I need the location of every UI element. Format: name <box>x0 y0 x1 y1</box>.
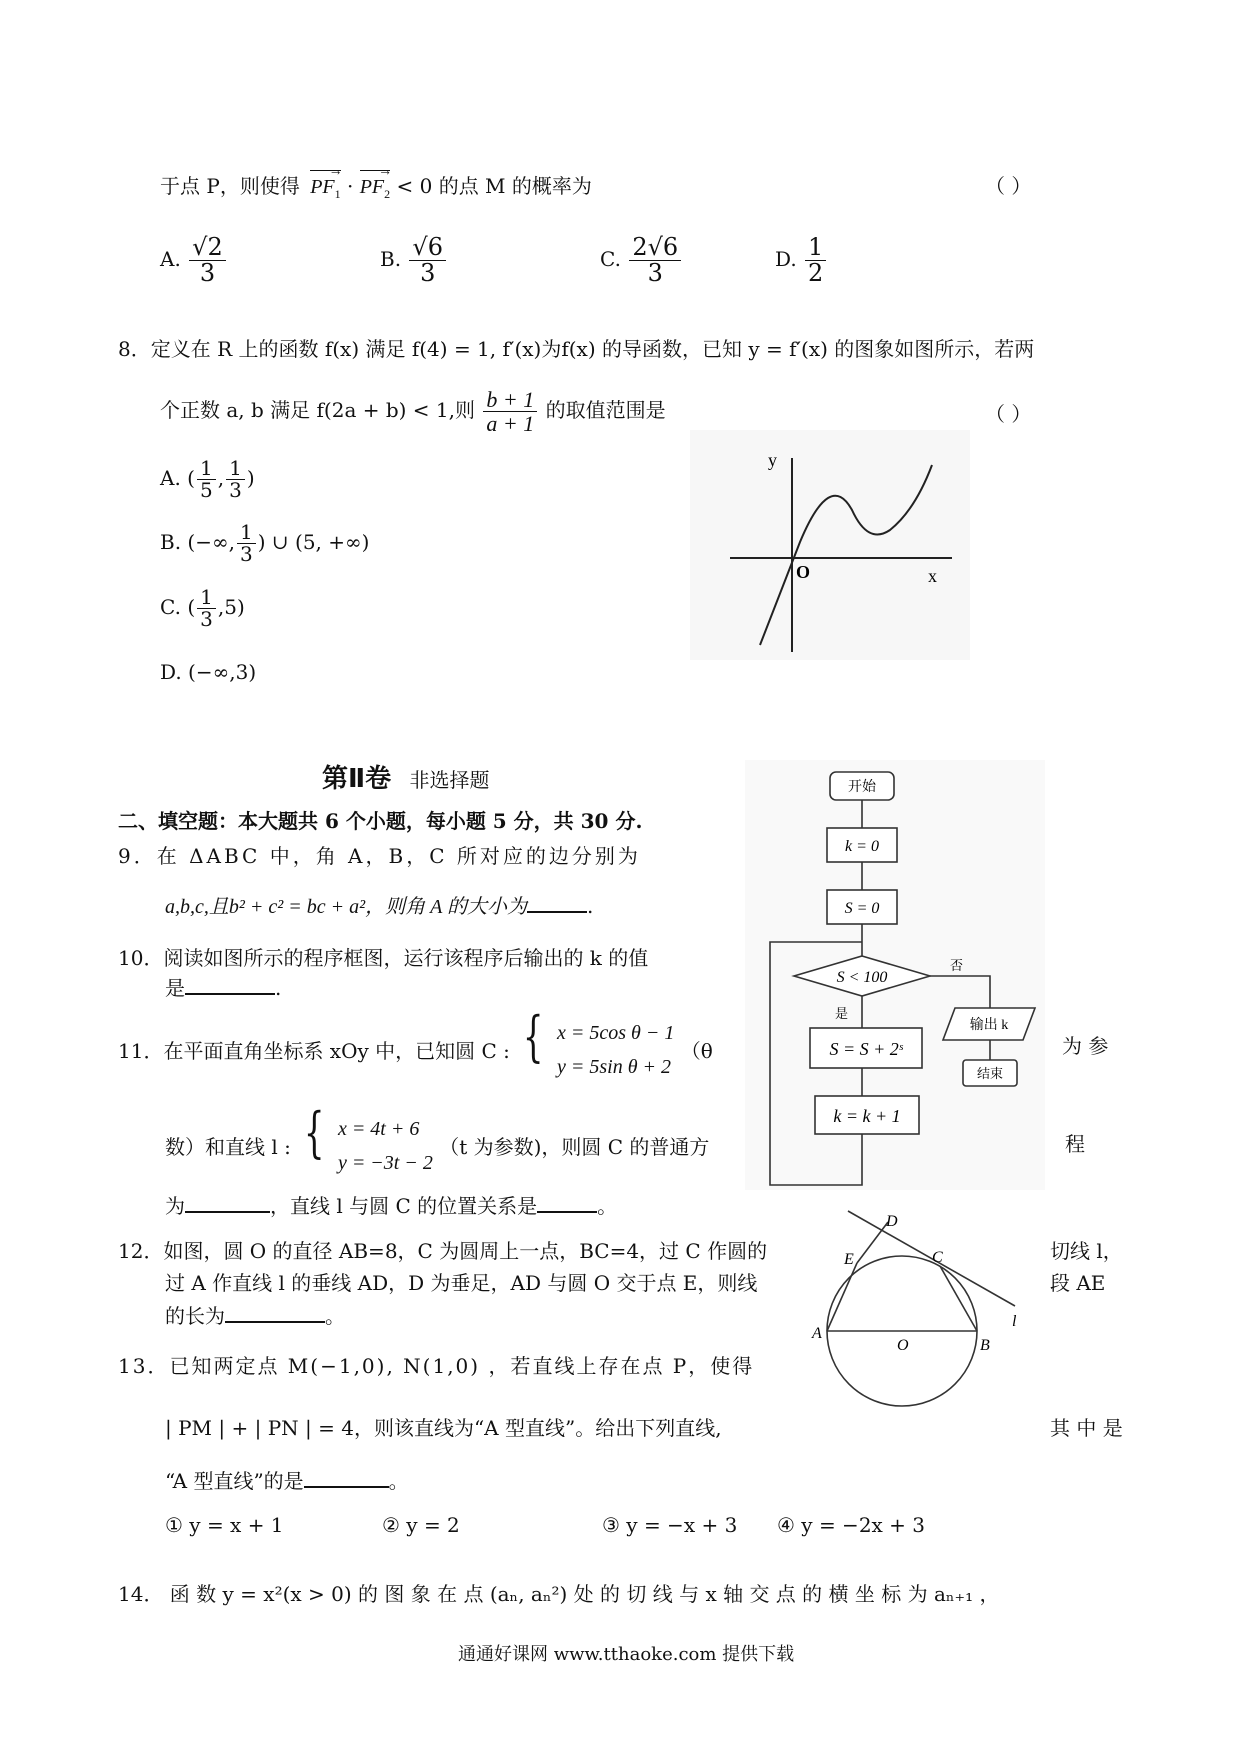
flow-end-label: 结束 <box>976 1066 1004 1081</box>
q12-blank <box>225 1303 325 1323</box>
q13-blank <box>304 1468 389 1488</box>
flow-yes-label: 是 <box>835 1006 849 1021</box>
q8-option-b: B. (−∞, $\frac{1}{3}$ ) ∪ (5, +∞) <box>160 520 370 566</box>
label-o: O <box>897 1337 909 1354</box>
q9-line1: 9．在 ΔABC 中，角 A，B，C 所对应的边分别为 <box>118 844 641 868</box>
flow-k0-label: k = 0 <box>845 838 879 855</box>
q9-blank <box>527 893 587 913</box>
derivative-graph <box>690 430 970 660</box>
q12-line1: 12．如图，圆 O 的直径 AB=8，C 为圆周上一点，BC=4，过 C 作圆的 <box>118 1239 768 1263</box>
label-l: l <box>1012 1313 1017 1330</box>
label-b: B <box>980 1337 990 1354</box>
label-d: D <box>886 1213 898 1230</box>
q7-option-d: D. $\frac{1}{2}$ <box>775 235 828 286</box>
chord-bc <box>940 1266 977 1331</box>
q8-option-a: A. ( $\frac{1}{5}$ , $\frac{1}{3}$ ) <box>160 456 255 502</box>
q13-line1: 13．已知两定点 M(−1,0), N(1,0) ，若直线上存在点 P，使得 <box>118 1354 755 1378</box>
q8-paren: （ ） <box>985 402 1032 426</box>
q8-line1: 8．定义在 R 上的函数 f(x) 满足 f(4) = 1, f′(x)为f(x) 的导函数，已知 y = f′(x) 的图象如图所示，若两 <box>118 337 1035 361</box>
flow-output-label: 输出 k <box>969 1018 1009 1033</box>
flow-update-k-label: k = k + 1 <box>833 1106 901 1126</box>
q12-line3: 的长为 。 <box>165 1304 345 1328</box>
flow-decision-label: S < 100 <box>836 969 888 986</box>
q11-line3: 为 ，直线 l 与圆 C 的位置关系是 。 <box>165 1194 618 1218</box>
q13-option-4: ④ y = −2x + 3 <box>777 1513 926 1537</box>
q13-option-3: ③ y = −x + 3 <box>602 1513 738 1537</box>
part2-title: 第Ⅱ卷 <box>322 764 392 794</box>
q7-paren: （ ） <box>985 174 1032 198</box>
q8-line2: 个正数 a, b 满足 f(2a + b) < 1,则 $\frac{b + 1}{a + 1}$ 的取值范围是 <box>160 387 666 437</box>
section-title: 二、填空题：本大题共 6 个小题，每小题 5 分，共 30 分. <box>118 809 643 833</box>
q11-line1-end: 为 参 <box>1062 1034 1109 1058</box>
part2-subtitle: 非选择题 <box>409 768 490 792</box>
q13-option-2: ② y = 2 <box>382 1513 460 1537</box>
q14-line: 14． 函 数 y = x²(x > 0) 的 图 象 在 点 (aₙ, aₙ²) 处 的 切 线 与 x 轴 交 点 的 横 坐 标 为 aₙ₊₁ ， <box>118 1582 1000 1606</box>
q7-text: 于点 P，则使得 <box>160 174 300 198</box>
flowchart <box>745 760 1045 1190</box>
graph-x-label: x <box>928 566 937 586</box>
q7-condition: < 0 <box>396 174 433 198</box>
footer-text: 通通好课网 www.tthaoke.com 提供下载 <box>458 1644 795 1665</box>
flow-no-label: 否 <box>950 958 964 973</box>
graph-bg <box>690 430 970 660</box>
q10-line2: 是 . <box>165 976 282 1000</box>
label-a: A <box>812 1325 822 1342</box>
label-c: C <box>932 1249 943 1266</box>
flow-update-s-label: S = S + 2ˢ <box>829 1039 903 1059</box>
q11-blank-1 <box>185 1193 270 1213</box>
q13-line2-end: 其 中 是 <box>1050 1416 1123 1440</box>
q7-dot: · <box>346 174 354 198</box>
q8-option-d: D. (−∞,3) <box>160 660 257 684</box>
q13-line3: “A 型直线”的是 。 <box>165 1469 409 1493</box>
part2-heading <box>322 758 490 795</box>
q12-line1-end: 切线 l， <box>1050 1239 1123 1263</box>
circle-figure <box>810 1208 1030 1433</box>
chord-ae <box>827 1263 857 1331</box>
q9-line2: a,b,c,且b² + c² = bc + a²，则角 A 的大小为 . <box>165 894 594 918</box>
label-e: E <box>844 1251 854 1268</box>
q8-option-c: C. ( $\frac{1}{3}$ ,5) <box>160 585 245 631</box>
q10-blank <box>185 975 275 995</box>
q7-vector-pf2: → $PF_2$ <box>359 164 393 201</box>
q11-blank-2 <box>537 1193 597 1213</box>
q7-option-a: A. $\frac{√2}{3}$ <box>160 235 228 286</box>
q13-line2: | PM | + | PN | = 4，则该直线为“A 型直线”。给出下列直线, <box>165 1416 722 1440</box>
q7-vector-pf1: → $PF_1$ <box>310 164 343 201</box>
q13-option-1: ① y = x + 1 <box>165 1513 284 1537</box>
q11-line1: 11．在平面直角坐标系 xOy 中，已知圆 C : { x = 5cos θ − 1 y = 5sin θ + 2 （θ <box>118 1005 713 1078</box>
q12-line2-end: 段 AE <box>1050 1271 1106 1295</box>
flow-start-label: 开始 <box>848 780 876 795</box>
flow-s0-label: S = 0 <box>844 900 880 917</box>
q10-line1: 10．阅读如图所示的程序框图，运行该程序后输出的 k 的值 <box>118 946 649 970</box>
q11-line2-end: 程 <box>1065 1132 1085 1156</box>
segment-ed <box>857 1222 888 1263</box>
q7-option-b: B. $\frac{√6}{3}$ <box>380 235 448 286</box>
q11-line2: 数）和直线 l : { x = 4t + 6 y = −3t − 2 （t 为参数)，则圆 C 的普通方 <box>165 1101 710 1174</box>
q7-option-c: C. $\frac{2√6}{3}$ <box>600 235 683 286</box>
graph-origin-label: O <box>796 562 811 582</box>
q7-line <box>160 164 592 202</box>
graph-y-label: y <box>768 450 777 470</box>
q12-line2: 过 A 作直线 l 的垂线 AD，D 为垂足，AD 与圆 O 交于点 E，则线 <box>165 1271 758 1295</box>
q7-tail: 的点 M 的概率为 <box>438 174 592 198</box>
